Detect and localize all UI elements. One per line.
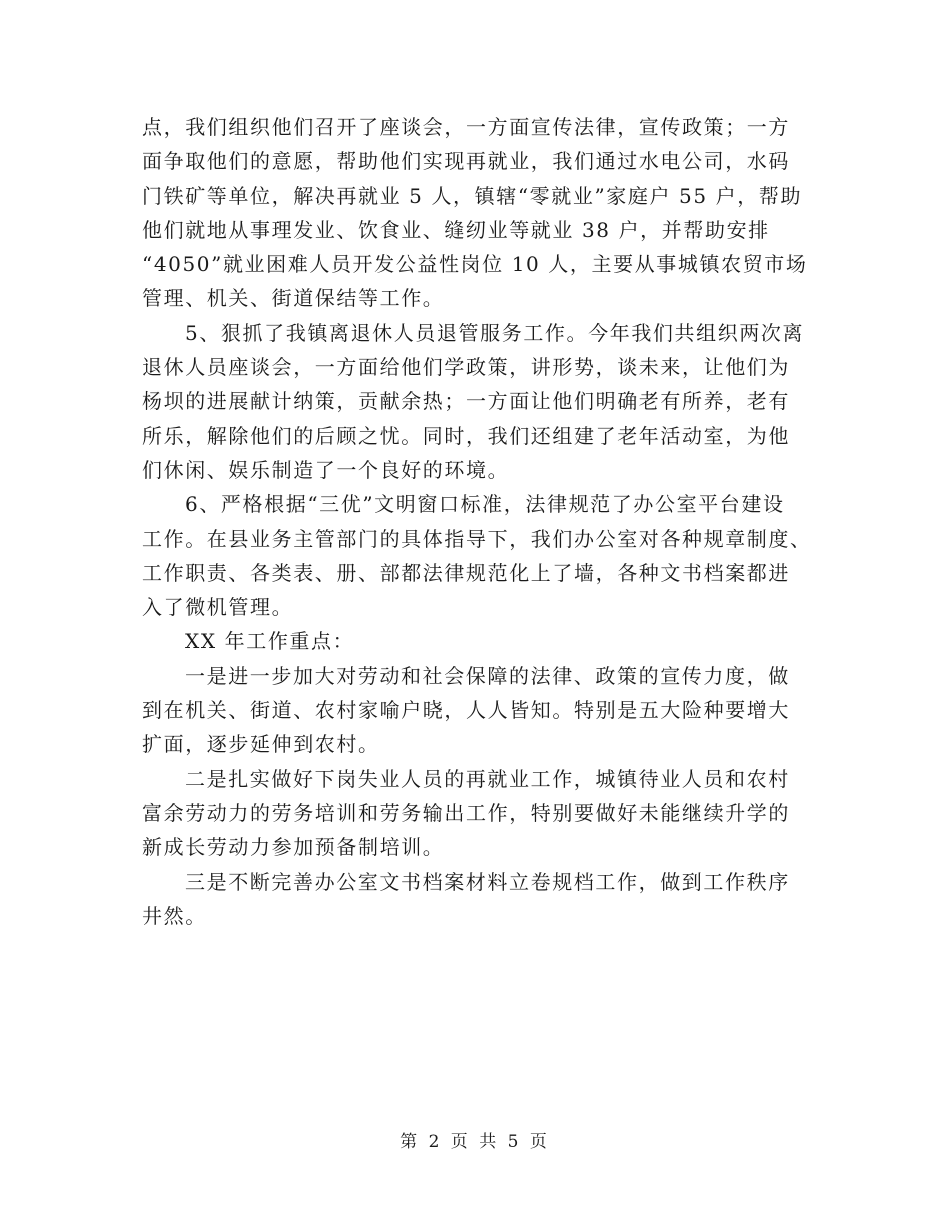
text-line: 杨坝的进展献计纳策，贡献余热；一方面让他们明确老有所养，老有 (142, 389, 790, 414)
text-line: 所乐，解除他们的后顾之忧。同时，我们还组建了老年活动室，为他 (142, 423, 790, 448)
page-footer: 第 2 页 共 5 页 (400, 1132, 550, 1152)
text-line: 面争取他们的意愿，帮助他们实现再就业，我们通过水电公司，水码 (142, 149, 790, 174)
text-line: 到在机关、街道、农村家喻户晓，人人皆知。特别是五大险种要增大 (142, 698, 790, 723)
text-line: 退休人员座谈会，一方面给他们学政策，讲形势，谈未来，让他们为 (142, 355, 790, 380)
text-line: 门铁矿等单位，解决再就业 5 人，镇辖“零就业”家庭户 55 户，帮助 (142, 183, 803, 208)
text-line: “4050”就业困难人员开发公益性岗位 10 人，主要从事城镇农贸市场 (142, 252, 808, 277)
text-line: 点，我们组织他们召开了座谈会，一方面宣传法律，宣传政策；一方 (142, 115, 790, 139)
text-line: XX 年工作重点： (185, 629, 355, 654)
text-line: 井然。 (142, 903, 207, 928)
text-line: 工作职责、各类表、册、部都法律规范化上了墙，各种文书档案都进 (142, 560, 790, 585)
text-line: 们休闲、娱乐制造了一个良好的环境。 (142, 457, 510, 482)
text-line: 6、严格根据“三优”文明窗口标准，法律规范了办公室平台建设 (185, 492, 785, 517)
paragraph (142, 762, 822, 865)
text-line: 三是不断完善办公室文书档案材料立卷规档工作，做到工作秩序 (185, 869, 790, 894)
text-line: 管理、机关、街道保结等工作。 (142, 286, 445, 311)
text-line: 新成长劳动力参加预备制培训。 (142, 835, 445, 860)
paragraph (142, 865, 822, 934)
text-line: 工作。在县业务主管部门的具体指导下，我们办公室对各种规章制度、 (142, 526, 812, 551)
paragraph (142, 316, 822, 487)
text-line: 一是进一步加大对劳动和社会保障的法律、政策的宣传力度，做 (185, 663, 790, 688)
text-line: 他们就地从事理发业、饮食业、缝纫业等就业 38 户，并帮助安排 (142, 217, 770, 242)
document-body (142, 110, 822, 933)
text-line: 5、狠抓了我镇离退休人员退管服务工作。今年我们共组织两次离 (185, 320, 805, 345)
paragraph (142, 659, 822, 762)
text-line: 扩面，逐步延伸到农村。 (142, 732, 380, 757)
paragraph (142, 624, 822, 658)
text-line: 富余劳动力的劳务培训和劳务输出工作，特别要做好未能继续升学的 (142, 800, 790, 825)
text-line: 二是扎实做好下岗失业人员的再就业工作，城镇待业人员和农村 (185, 766, 790, 791)
paragraph (142, 487, 822, 624)
text-line: 入了微机管理。 (142, 595, 294, 620)
paragraph (142, 110, 822, 316)
